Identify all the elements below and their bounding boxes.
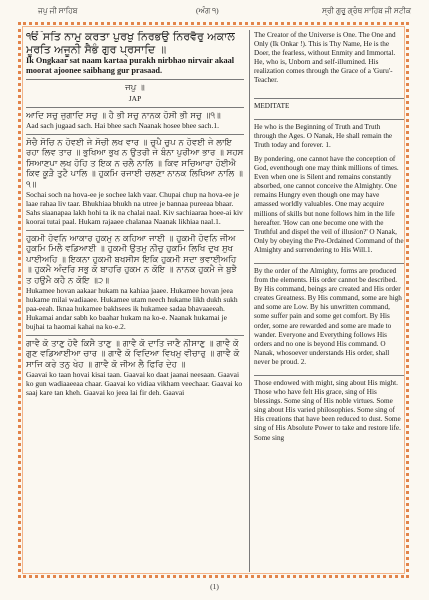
stanza-translation: By pondering, one cannot have the conception of God, eventhough one may think millions of times. Even when one is Silent and remains constantly absorbed, one cannot conceive the Almighty. One remains Hungry even though one may have amassed worldly valuables. One may acquire millions of skills but none follows him in the life hereafter. 'How can one become one with the Truthful and dispel the veil of illusion?' O Nanak, Only by obeying the Pre-Ordained Command of the Almighty and surrendering to His Will.1. — [254, 154, 404, 254]
page-number: (1) — [210, 582, 219, 591]
section-separator — [26, 335, 244, 336]
stanza-transliteration: Gaavai ko taan hovai kisai taan. Gaavai ko daat jaanai neesaan. Gaavai ko gun wadiaaeeaa chaar. Gaavai ko vidiaa vikham veechaar. Gaavai ko saaj kare tan kheh. Gaavai ko jeea lai fir deh. Gaavai — [26, 370, 243, 398]
jap-heading-transliteration: JAP — [128, 93, 142, 103]
mool-mantar-translation: The Creator of the Universe is One. The One and Only (Ik Onkar !). This is Thy Name, He is the Doer, the fearless, without Enmity and Immortal. He, who is, Unborn and self-illumined. His realization comes through the Grace of a 'Guru'-Teacher. — [254, 31, 396, 85]
stanza-gurmukhi: ਸੋਚੈ ਸੋਚਿ ਨ ਹੋਵਈ ਜੇ ਸੋਚੀ ਲਖ ਵਾਰ ॥ ਚੁਪੈ ਚੁਪ ਨ ਹੋਵਈ ਜੇ ਲਾਇ ਰਹਾ ਲਿਵ ਤਾਰ ॥ ਭੁਖਿਆ ਭੁਖ ਨ ਉਤਰੀ ਜੇ ਬੰਨਾ ਪੁਰੀਆ ਭਾਰ ॥ ਸਹਸ ਸਿਆਣਪਾ ਲਖ ਹੋਹਿ ਤ ਇਕ ਨ ਚਲੈ ਨਾਲਿ ॥ ਕਿਵ ਸਚਿਆਰਾ ਹੋਈਐ ਕਿਵ ਕੂੜੈ ਤੁਟੈ ਪਾਲਿ ॥ ਹੁਕਮਿ ਰਜਾਈ ਚਲਣਾ ਨਾਨਕ ਲਿਖਿਆ ਨਾਲਿ ॥੧॥ — [26, 138, 244, 190]
section-separator — [26, 134, 244, 135]
mool-mantar-gurmukhi: ੴ ਸਤਿ ਨਾਮੁ ਕਰਤਾ ਪੁਰਖੁ ਨਿਰਭਉ ਨਿਰਵੈਰੁ ਅਕਾਲ ਮੂਰਤਿ ਅਜੂਨੀ ਸੈਭੰ ਗੁਰ ਪ੍ਰਸਾਦਿ ॥ — [26, 31, 235, 56]
right-column-translation — [254, 31, 404, 571]
stanza-transliteration: Hukamee hovan aakaar hukam na kahiaa jaaee. Hukamee hovan jeea hukame milai wadiaaee. Hukamee utam neech hukame likh dukh sukh paa-eeah. Iknaa hukamee bakhsees ik hukamee sadaa bhavaaeeah. Hukamai andar sabh ko baahar hukam na ko-e. Naanak hukamai je bujhai ta haomai kahai na ko-e.2. — [26, 286, 238, 332]
jap-heading-translation: MEDITATE — [254, 101, 290, 110]
left-column-original — [26, 31, 244, 571]
section-separator — [254, 375, 404, 376]
stanza-transliteration: Aad sach jugaad sach. Hai bhee sach Naanak hosee bhee sach.1. — [26, 121, 220, 130]
stanza-translation: Those endowed with might, sing about His might. Those who have felt His grace, sing of His blessings. Some sing of His noble virtues. Some sing about His varied philosophies. Some sing of His creations that have been reduced to dust. Some sing of His Absolute Power to take and restore life. Some sing — [254, 379, 401, 442]
stanza-translation: By the order of the Almighty, forms are produced from the elements. His order cannot be described. By His command, beings are created and His order creates Greatness. By His command, some are high and some are Low. By his unwritten command, some suffer pain and some get comfort. By His order, some are rewarded and some are made to wander. Everyone and Everything follows His orders and no one is beyond His command. O Nanak, whosoever understands His order, shall never be proud. 2. — [254, 266, 402, 366]
section-separator — [254, 98, 404, 99]
header-right-title: ਸ੍ਰੀ ਗੁਰੂ ਗ੍ਰੰਥ ਸਾਹਿਬ ਜੀ ਸਟੀਕ — [322, 6, 411, 15]
header-left-title: ਜਪੁ ਜੀ ਸਾਹਿਬ — [38, 6, 78, 15]
jap-heading-gurmukhi: ਜਪੁ ॥ — [125, 83, 145, 94]
stanza-gurmukhi: ਆਦਿ ਸਚੁ ਜੁਗਾਦਿ ਸਚੁ ॥ ਹੈ ਭੀ ਸਚੁ ਨਾਨਕ ਹੋਸੀ ਭੀ ਸਚੁ ॥੧॥ — [26, 110, 221, 121]
stanza-gurmukhi: ਗਾਵੈ ਕੋ ਤਾਣੁ ਹੋਵੈ ਕਿਸੈ ਤਾਣੁ ॥ ਗਾਵੈ ਕੋ ਦਾਤਿ ਜਾਣੈ ਨੀਸਾਣੁ ॥ ਗਾਵੈ ਕੋ ਗੁਣ ਵਡਿਆਈਆ ਚਾਰ ॥ ਗਾਵੈ ਕੋ ਵਿਦਿਆ ਵਿਖਮੁ ਵੀਚਾਰੁ ॥ ਗਾਵੈ ਕੋ ਸਾਜਿ ਕਰੇ ਤਨੁ ਖੇਹ ॥ ਗਾਵੈ ਕੋ ਜੀਅ ਲੈ ਫਿਰਿ ਦੇਹ ॥ — [26, 339, 240, 370]
stanza-translation: He who is the Beginning of Truth and Truth through the Ages. O Nanak, He shall remain the Truth today and forever. 1. — [254, 122, 393, 149]
column-divider — [249, 30, 250, 572]
header-page-ang: (ਅੰਗ ੧) — [196, 6, 219, 15]
section-separator — [254, 263, 404, 264]
mool-mantar-transliteration: Ik Ongkaar sat naam kartaa purakh nirbhao nirvair akaal moorat ajoonee saibhang gur prasaad. — [26, 56, 235, 75]
page-header — [0, 0, 429, 22]
stanza-transliteration: Sochai soch na hova-ee je sochee lakh vaar. Chupai chup na hova-ee je laae rahaa liv taar. Bhukhiaa bhukh na utree je bannaa pureeaa bhaar. Sahs siaanapaa lakh hohi ta ik na chalai naal. Kiv sachiaaraa hoee-ai kiv koorai tutai paal. Hukam rajaaee chalanaa Naanak likhiaa naal.1. — [26, 190, 243, 227]
section-separator — [26, 230, 244, 231]
section-separator — [254, 119, 404, 120]
section-separator — [26, 107, 244, 108]
section-separator — [26, 79, 244, 80]
stanza-gurmukhi: ਹੁਕਮੀ ਹੋਵਨਿ ਆਕਾਰ ਹੁਕਮੁ ਨ ਕਹਿਆ ਜਾਈ ॥ ਹੁਕਮੀ ਹੋਵਨਿ ਜੀਅ ਹੁਕਮਿ ਮਿਲੈ ਵਡਿਆਈ ॥ ਹੁਕਮੀ ਉਤਮੁ ਨੀਚੁ ਹੁਕਮਿ ਲਿਖਿ ਦੁਖ ਸੁਖ ਪਾਈਅਹਿ ॥ ਇਕਨਾ ਹੁਕਮੀ ਬਖਸੀਸ ਇਕਿ ਹੁਕਮੀ ਸਦਾ ਭਵਾਈਅਹਿ ॥ ਹੁਕਮੈ ਅੰਦਰਿ ਸਭੁ ਕੋ ਬਾਹਰਿ ਹੁਕਮ ਨ ਕੋਇ ॥ ਨਾਨਕ ਹੁਕਮੈ ਜੇ ਬੁਝੈ ਤ ਹਉਮੈ ਕਹੈ ਨ ਕੋਇ ॥੨॥ — [26, 234, 237, 286]
